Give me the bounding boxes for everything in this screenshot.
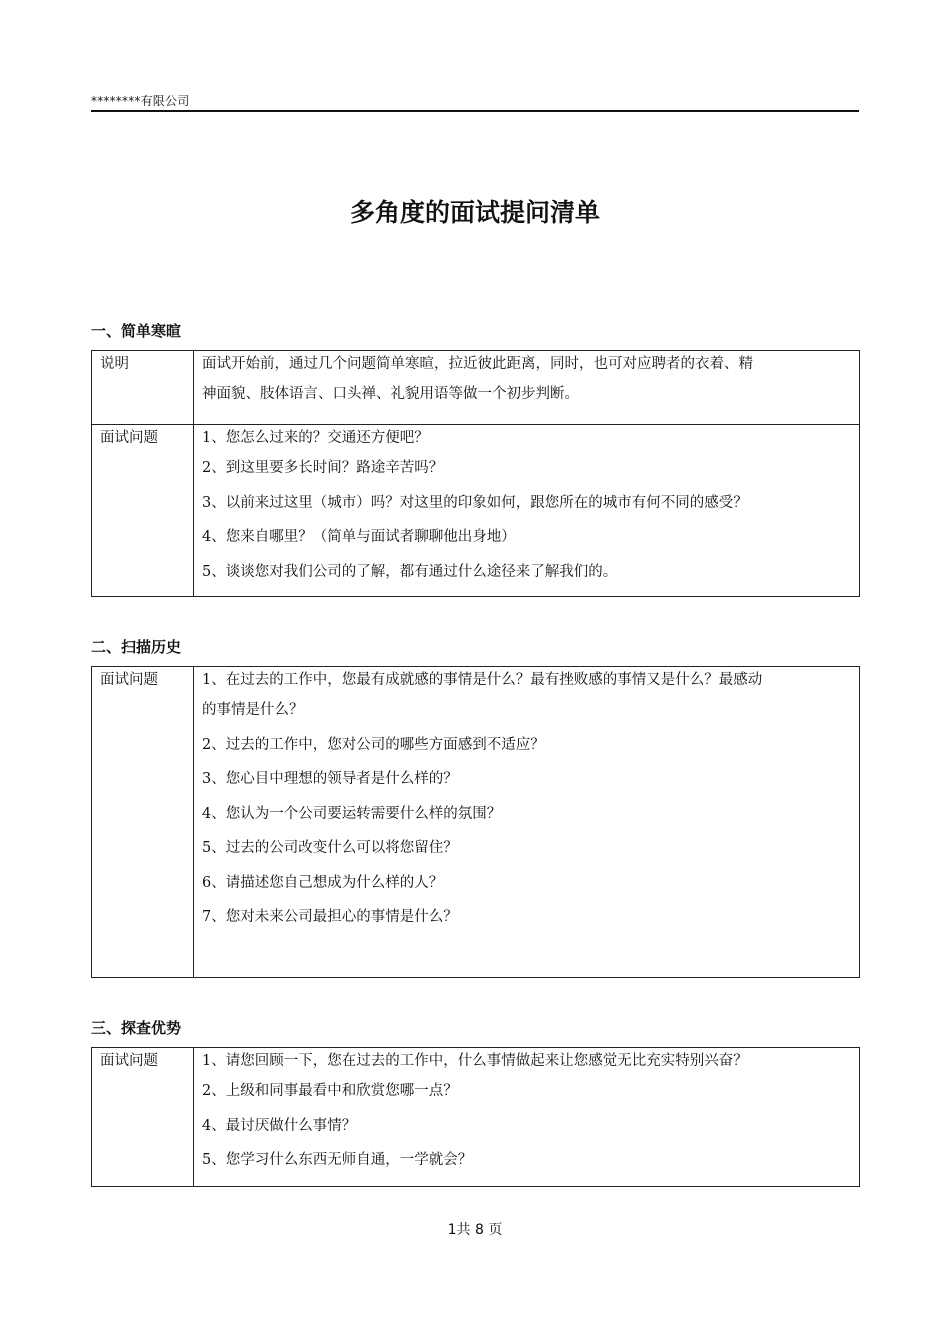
row-label: 面试问题 xyxy=(92,1048,194,1187)
description-line: 神面貌、肢体语言、口头禅、礼貌用语等做一个初步判断。 xyxy=(202,386,579,402)
question-item: 2、上级和同事最看中和欣赏您哪一点？ xyxy=(202,1083,458,1099)
row-label: 面试问题 xyxy=(92,667,194,978)
row-label: 面试问题 xyxy=(92,425,194,597)
question-item: 2、过去的工作中，您对公司的哪些方面感到不适应？ xyxy=(202,736,545,753)
row-content xyxy=(194,425,860,597)
question-item: 7、您对未来公司最担心的事情是什么？ xyxy=(202,909,458,925)
question-item: 5、您学习什么东西无师自通，一学就会？ xyxy=(202,1152,473,1168)
section-heading-1: 一、简单寒暄 xyxy=(91,322,182,340)
question-item: 1、您怎么过来的？交通还方便吧？ xyxy=(202,430,429,446)
row-label: 说明 xyxy=(92,351,194,425)
section-heading-3: 三、探查优势 xyxy=(91,1019,182,1037)
table-row xyxy=(92,1048,860,1187)
table-row xyxy=(92,351,860,425)
question-item: 1、请您回顾一下，您在过去的工作中，什么事情做起来让您感觉无比充实特别兴奋？ xyxy=(202,1053,748,1069)
question-item: 6、请描述您自己想成为什么样的人？ xyxy=(202,874,444,891)
page-number: 1共 8 页 xyxy=(447,1222,503,1238)
question-item: 4、最讨厌做什么事情？ xyxy=(202,1117,357,1134)
question-item: 2、到这里要多长时间？路途辛苦吗？ xyxy=(202,460,444,476)
page-header-company: ********有限公司 xyxy=(91,92,859,112)
section-heading-2: 二、扫描历史 xyxy=(91,638,182,656)
section-3-table xyxy=(91,1047,860,1187)
question-item: 5、谈谈您对我们公司的了解，都有通过什么途径来了解我们的。 xyxy=(202,563,618,580)
row-content xyxy=(194,351,860,425)
question-item: 3、您心目中理想的领导者是什么样的？ xyxy=(202,771,458,787)
question-item: 4、您来自哪里？（简单与面试者聊聊他出身地） xyxy=(202,529,516,545)
question-item: 的事情是什么？ xyxy=(202,702,304,718)
description-line: 面试开始前，通过几个问题简单寒暄，拉近彼此距离，同时，也可对应聘者的衣着、精 xyxy=(202,356,753,372)
table-row xyxy=(92,425,860,597)
document-title: 多角度的面试提问清单 xyxy=(349,198,600,227)
question-item: 1、在过去的工作中，您最有成就感的事情是什么？最有挫败感的事情又是什么？最感动 xyxy=(202,672,763,688)
table-row xyxy=(92,667,860,978)
row-content xyxy=(194,1048,860,1187)
question-item: 5、过去的公司改变什么可以将您留住？ xyxy=(202,840,458,856)
question-item: 4、您认为一个公司要运转需要什么样的氛围？ xyxy=(202,805,502,822)
row-content xyxy=(194,667,860,978)
section-2-table xyxy=(91,666,860,978)
section-1-table xyxy=(91,350,860,597)
question-item: 3、以前来过这里（城市）吗？对这里的印象如何，跟您所在的城市有何不同的感受？ xyxy=(202,494,748,511)
